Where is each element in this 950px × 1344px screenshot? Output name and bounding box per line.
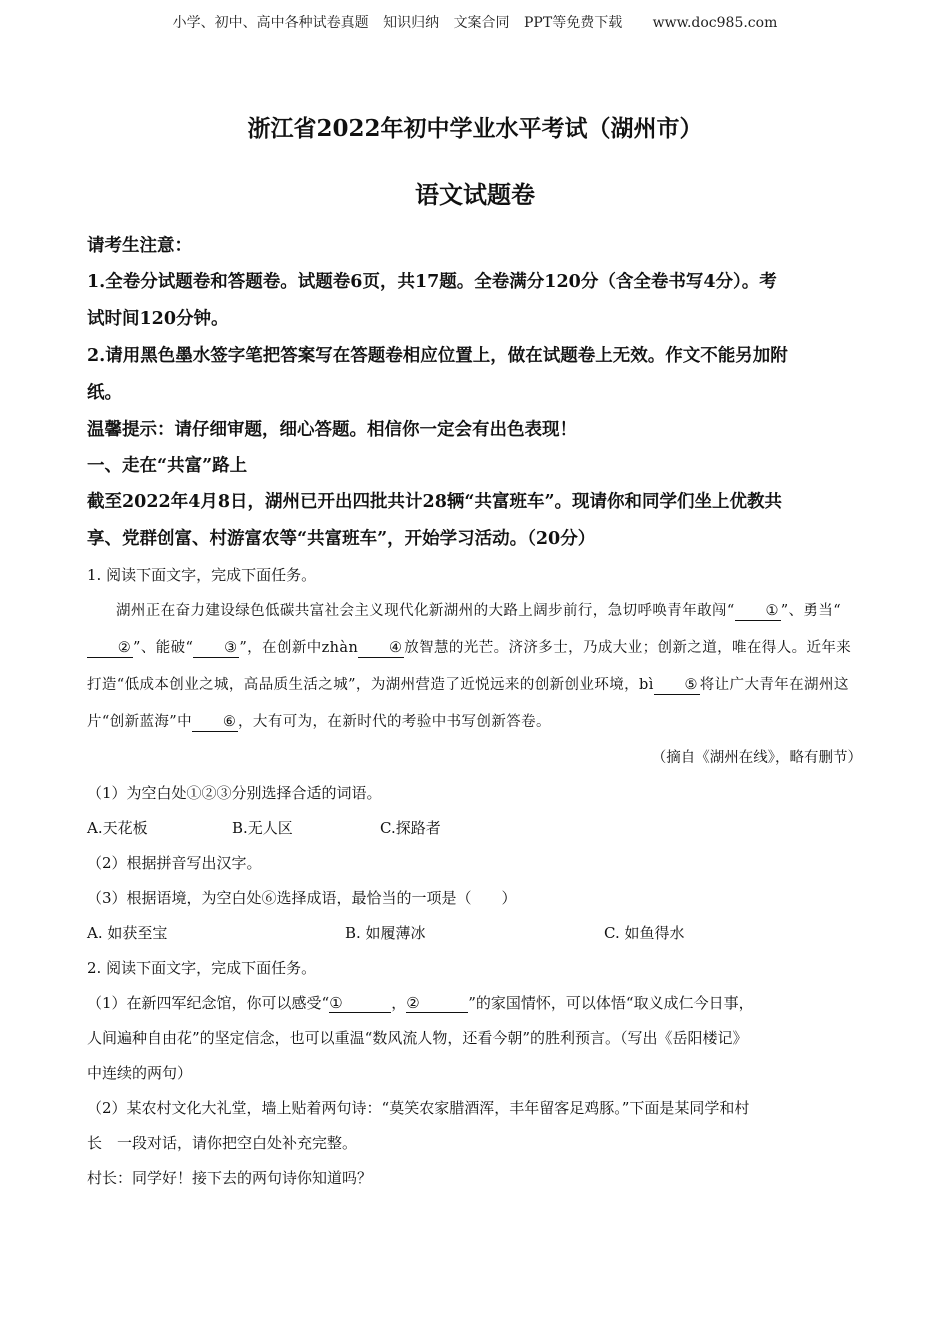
option-a[interactable]: A.天花板 [87, 819, 148, 837]
question-2-sub-1-line-2: 人间遍种自由花”的坚定信念，也可以重温“数风流人物，还看今朝”的胜利预言。（写出《岳阳楼记》 [87, 1029, 748, 1047]
question-1-sub-1: （1）为空白处①②③分别选择合适的词语。 [87, 784, 382, 802]
option-c[interactable]: C.探路者 [380, 819, 441, 837]
passage-text: ”，在创新中zhàn [239, 640, 359, 656]
blank-5[interactable]: ⑤ [654, 677, 700, 695]
question-2-sub-1-line-1 [87, 986, 862, 1021]
question-1-stem: 1. 阅读下面文字，完成下面任务。 [87, 566, 317, 584]
notice-heading: 请考生注意： [87, 236, 192, 256]
blank-2[interactable]: ② [87, 640, 133, 658]
blank-6[interactable]: ⑥ [192, 714, 238, 732]
passage-text: 湖州正在奋力建设绿色低碳共富社会主义现代化新湖州的大路上阔步前行，急切呼唤青年敢闯“ [116, 603, 735, 619]
passage-text: ”、能破“ [133, 640, 194, 656]
notice-item-1 [87, 264, 862, 338]
passage-text: 将让广大青年在湖州这片“创新蓝海”中 [87, 677, 849, 730]
notice-item-2-line-1: 2.请用黑色墨水签字笔把答案写在答题卷相应位置上，做在试题卷上无效。作文不能另加附 [87, 346, 788, 366]
passage-text: ，大有可为，在新时代的考验中书写创新答卷。 [238, 714, 551, 730]
header-knowledge: 知识归纳 [383, 15, 440, 31]
question-2-stem: 2. 阅读下面文字，完成下面任务。 [87, 959, 317, 977]
header-docs: 文案合同 [453, 15, 510, 31]
question-2-sub-2-line-1: （2）某农村文化大礼堂，墙上贴着两句诗：“莫笑农家腊酒浑，丰年留客足鸡豚。”下面是某同学和村 [87, 1099, 750, 1117]
notice-item-1-line-1: 1.全卷分试题卷和答题卷。试题卷6页，共17题。全卷满分120分（含全卷书写4分）。考 [87, 272, 777, 292]
exam-title: 浙江省2022年初中学业水平考试（湖州市） [247, 115, 703, 142]
question-text: （1）在新四军纪念馆，你可以感受“ [87, 994, 330, 1012]
blank-3[interactable]: ③ [193, 640, 239, 658]
page-header [0, 12, 950, 32]
blank-1[interactable]: ① [329, 994, 391, 1013]
comma: ， [391, 994, 407, 1012]
blank-1[interactable]: ① [735, 603, 781, 621]
notice-tip: 温馨提示：请仔细审题，细心答题。相信你一定会有出色表现！ [87, 420, 577, 440]
question-2-sub-2-line-2: 长 一段对话，请你把空白处补充完整。 [87, 1134, 358, 1152]
section-1-title: 一、走在“共富”路上 [87, 456, 248, 476]
exam-subtitle: 语文试题卷 [415, 180, 535, 209]
passage-text: 放智慧的光芒。济济多士，乃成大业；创新之道，唯在得人。近年来打造“低成本创业之城，高品质生活之城”，为湖州营造了近悦远来的创新创业环境，bì [87, 640, 852, 693]
question-text: ”的家国情怀，可以体悟“取义成仁今日事， [468, 994, 754, 1012]
option-c[interactable]: C. 如鱼得水 [604, 924, 685, 942]
question-1-sub-3: （3）根据语境，为空白处⑥选择成语，最恰当的一项是（ ） [87, 889, 517, 907]
option-b[interactable]: B.无人区 [232, 819, 293, 837]
notice-item-1-line-2: 试时间120分钟。 [87, 309, 229, 329]
blank-2[interactable]: ② [406, 994, 468, 1013]
passage-text: ”、勇当“ [780, 603, 842, 619]
notice-item-2 [87, 338, 862, 412]
question-2-sub-1-line-3: 中连续的两句） [87, 1064, 193, 1082]
notice-item-2-line-2: 纸。 [87, 383, 122, 403]
exam-content [87, 228, 862, 1196]
header-categories: 小学、初中、高中各种试卷真题 [172, 15, 369, 31]
header-ppt: PPT等免费下载 [524, 15, 623, 31]
option-b[interactable]: B. 如履薄冰 [345, 924, 426, 942]
question-1-sub-3-options [87, 916, 862, 951]
passage-source: （摘自《湖州在线》，略有删节） [651, 750, 862, 766]
blank-4[interactable]: ④ [358, 640, 404, 658]
question-1-sub-1-options [87, 811, 862, 846]
header-website[interactable]: www.doc985.com [652, 15, 778, 31]
section-1-intro [87, 484, 862, 558]
question-1-sub-2: （2）根据拼音写出汉字。 [87, 854, 262, 872]
section-1-intro-line-1: 截至2022年4月8日，湖州已开出四批共计28辆“共富班车”。现请你和同学们坐上优教共 [87, 492, 783, 512]
question-1-passage [87, 593, 862, 741]
dialog-line-1: 村长：同学好！接下去的两句诗你知道吗？ [87, 1169, 373, 1187]
section-1-intro-line-2: 享、党群创富、村游富农等“共富班车”，开始学习活动。（20分） [87, 529, 596, 549]
option-a[interactable]: A. 如获至宝 [87, 924, 168, 942]
